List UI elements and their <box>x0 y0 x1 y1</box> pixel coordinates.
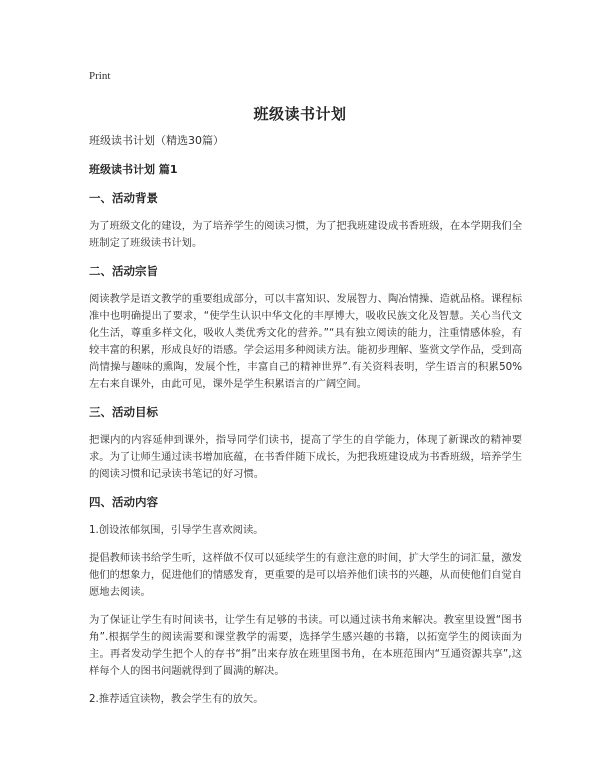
paragraph-content-4: 2.推荐适宜读物，教会学生有的放矢。 <box>89 693 264 705</box>
document-subtitle: 班级读书计划（精选30篇） <box>89 134 224 147</box>
paragraph-background: 为了班级文化的建设，为了培养学生的阅读习惯，为了把我班建设成书香班级，在本学期我们全班制定了班级读书计划。 <box>89 220 522 249</box>
paragraph-goals: 把课内的内容延伸到课外，指导同学们读书，提高了学生的自学能力，体现了新课改的精神要求。为了让师生通过读书增加底蕴，在书香伴随下成长，为把我班建设成为书香班级，培养学生的阅读习惯和记录读书笔记的好习惯。 <box>89 434 522 480</box>
section-title: 班级读书计划 篇1 <box>89 163 178 176</box>
document-title: 班级读书计划 <box>253 105 347 123</box>
paragraph-content-1: 1.创设浓郁氛围，引导学生喜欢阅读。 <box>89 524 264 536</box>
print-label: Print <box>89 70 111 82</box>
document-body <box>89 132 522 719</box>
heading-purpose: 二、活动宗旨 <box>89 264 158 278</box>
paragraph-content-3: 为了保证让学生有时间读书，让学生有足够的书读。可以通过读书角来解决。教室里设置“图书角”.根据学生的阅读需要和课堂教学的需要，选择学生感兴趣的书籍，以拓宽学生的阅读面为主。再者发动学生把个人的存书“捐”出来存放在班里图书角，在本班范围内“互通资源共享”,这样每个人的图书问题就得到了圆满的解决。 <box>89 614 522 677</box>
heading-content: 四、活动内容 <box>89 495 158 509</box>
paragraph-content-2: 提倡教师读书给学生听，这样做不仅可以延续学生的有意注意的时间，扩大学生的词汇量，激发他们的想象力，促进他们的情感发育，更重要的是可以培养他们读书的兴趣，从而使他们自觉自愿地去阅读。 <box>89 552 522 598</box>
heading-background: 一、活动背景 <box>89 191 158 205</box>
heading-goals: 三、活动目标 <box>89 405 158 419</box>
paragraph-purpose: 阅读教学是语文教学的重要组成部分，可以丰富知识、发展智力、陶冶情操、造就品格。课程标准中也明确提出了要求，“使学生认识中华文化的丰厚博大，吸收民族文化及智慧。关心当代文化生活，尊重多样文化，吸收人类优秀文化的营养。”“具有独立阅读的能力，注重情感体验，有较丰富的积累，形成良好的语感。学会运用多种阅读方法。能初步理解、鉴赏文学作品，受到高尚情操与趣味的熏陶，发展个性，丰富自己的精神世界”.有关资料表明，学生语言的积累50%左右来自课外，由此可见，课外是学生积累语言的广阔空间。 <box>89 293 522 390</box>
